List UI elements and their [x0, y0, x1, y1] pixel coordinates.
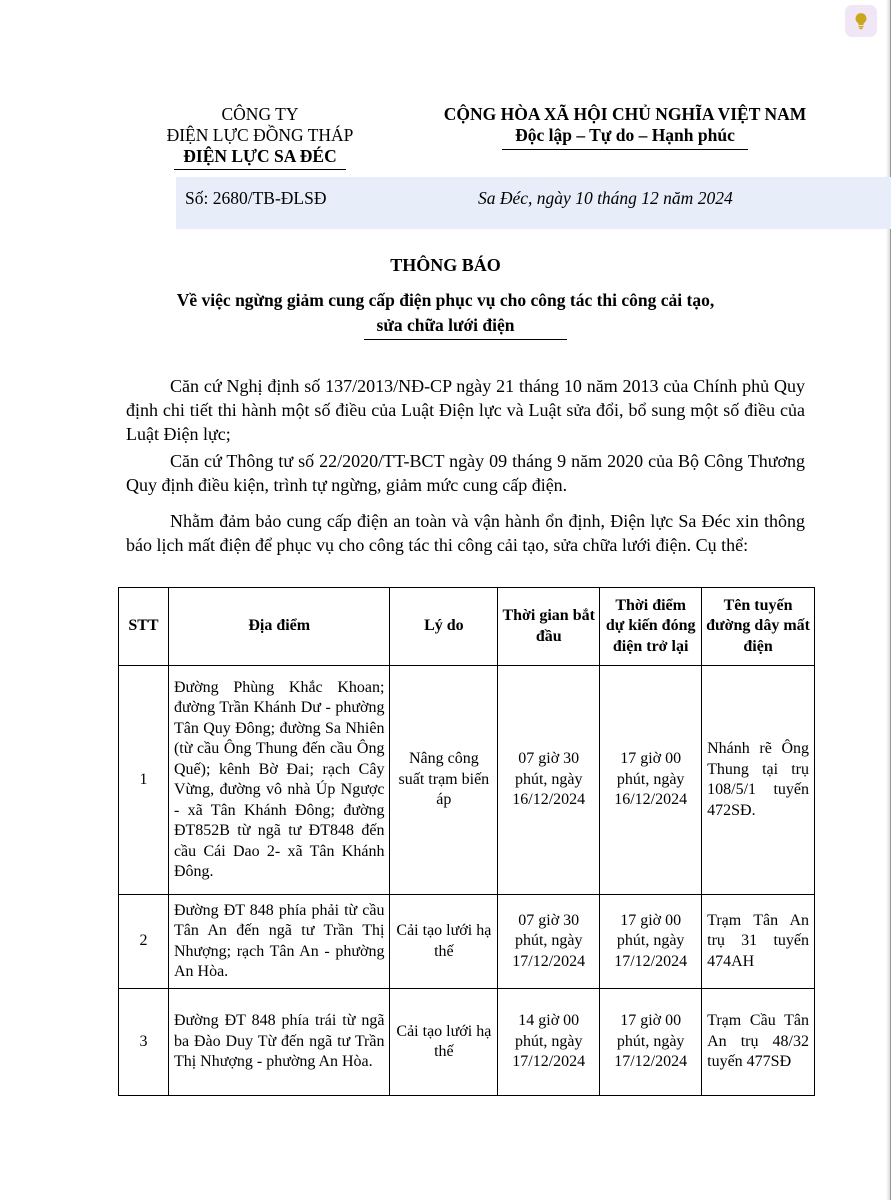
hint-button[interactable] — [845, 5, 877, 37]
row-power-line: Trạm Tân An trụ 31 tuyến 474AH — [702, 895, 815, 989]
row-stt: 1 — [119, 666, 169, 895]
row-restore-time: 17 giờ 00 phút, ngày 16/12/2024 — [600, 666, 702, 895]
row-start-time: 07 giờ 30 phút, ngày 16/12/2024 — [498, 666, 600, 895]
header-stt: STT — [119, 588, 169, 666]
table-row — [119, 895, 815, 989]
outage-schedule-table — [118, 587, 815, 1096]
subject-line-2: sửa chữa lưới điện — [376, 315, 515, 335]
issuer-unit: ĐIỆN LỰC SA ĐÉC — [183, 146, 337, 166]
row-location: Đường ĐT 848 phía phải từ cầu Tân An đến ngã tư Trần Thị Nhượng; rạch Tân An - phường An Hòa. — [168, 895, 390, 989]
row-location: Đường ĐT 848 phía trái từ ngã ba Đào Duy Từ đến ngã tư Trần Thị Nhượng - phường An Hòa. — [168, 989, 390, 1096]
header-power-line: Tên tuyến đường dây mất điện — [702, 588, 815, 666]
row-reason: Cải tạo lưới hạ thế — [390, 895, 498, 989]
table-row — [119, 989, 815, 1096]
subject-line-1: Về việc ngừng giảm cung cấp điện phục vụ cho công tác thi công cải tạo, — [176, 290, 715, 310]
intro-paragraph: Nhằm đảm bảo cung cấp điện an toàn và vận hành ổn định, Điện lực Sa Đéc xin thông báo lịch mất điện để phục vụ cho công tác thi công cải tạo, sửa chữa lưới điện. Cụ thể: — [126, 511, 805, 555]
header-restore-time: Thời điểm dự kiến đóng điện trở lại — [600, 588, 702, 666]
place-and-date: Sa Đéc, ngày 10 tháng 12 năm 2024 — [478, 188, 733, 208]
legal-basis-circular: Căn cứ Thông tư số 22/2020/TT-BCT ngày 09 tháng 9 năm 2020 của Bộ Công Thương Quy định điều kiện, trình tự ngừng, giảm mức cung cấp điện. — [126, 451, 805, 495]
table-header-row — [119, 588, 815, 666]
issuer-company: CÔNG TY — [221, 104, 299, 124]
row-reason: Nâng công suất trạm biến áp — [390, 666, 498, 895]
issuer-underline — [174, 169, 346, 170]
row-start-time: 07 giờ 30 phút, ngày 17/12/2024 — [498, 895, 600, 989]
country-name: CỘNG HÒA XÃ HỘI CHỦ NGHĨA VIỆT NAM — [443, 104, 807, 124]
row-stt: 3 — [119, 989, 169, 1096]
legal-basis-decree: Căn cứ Nghị định số 137/2013/NĐ-CP ngày 21 tháng 10 năm 2013 của Chính phủ Quy định chi tiết thi hành một số điều của Luật Điện lực và Luật sửa đổi, bổ sung một số điều của Luật Điện lực; — [126, 376, 805, 444]
row-reason: Cải tạo lưới hạ thế — [390, 989, 498, 1096]
national-motto: Độc lập – Tự do – Hạnh phúc — [515, 125, 735, 145]
document-subject — [110, 288, 781, 338]
row-location: Đường Phùng Khắc Khoan; đường Trần Khánh Dư - phường Tân Quy Đông; đường Sa Nhiên (từ cầu Ông Thung đến cầu Ông Quế); kênh Bờ Đai; rạch Cây Vừng, đường vô nhà Úp Ngược - xã Tân Khánh Đông; đường ĐT852B từ ngã tư ĐT848 đến cầu Cái Dao 2- xã Tân Khánh Đông. — [168, 666, 390, 895]
lightbulb-icon — [851, 11, 871, 31]
header-reason: Lý do — [390, 588, 498, 666]
row-start-time: 14 giờ 00 phút, ngày 17/12/2024 — [498, 989, 600, 1096]
national-header — [415, 104, 835, 150]
issuer-block — [130, 104, 390, 170]
row-power-line: Nhánh rẽ Ông Thung tại trụ 108/5/1 tuyến 472SĐ. — [702, 666, 815, 895]
header-location: Địa điểm — [168, 588, 390, 666]
document-title: THÔNG BÁO — [390, 255, 501, 275]
subject-underline — [364, 339, 567, 340]
issuer-parent: ĐIỆN LỰC ĐỒNG THÁP — [166, 125, 354, 145]
table-row — [119, 666, 815, 895]
header-start-time: Thời gian bắt đầu — [498, 588, 600, 666]
motto-underline — [502, 149, 748, 150]
row-restore-time: 17 giờ 00 phút, ngày 17/12/2024 — [600, 989, 702, 1096]
row-stt: 2 — [119, 895, 169, 989]
row-power-line: Trạm Cầu Tân An trụ 48/32 tuyến 477SĐ — [702, 989, 815, 1096]
document-number: Số: 2680/TB-ĐLSĐ — [185, 188, 327, 208]
row-restore-time: 17 giờ 00 phút, ngày 17/12/2024 — [600, 895, 702, 989]
